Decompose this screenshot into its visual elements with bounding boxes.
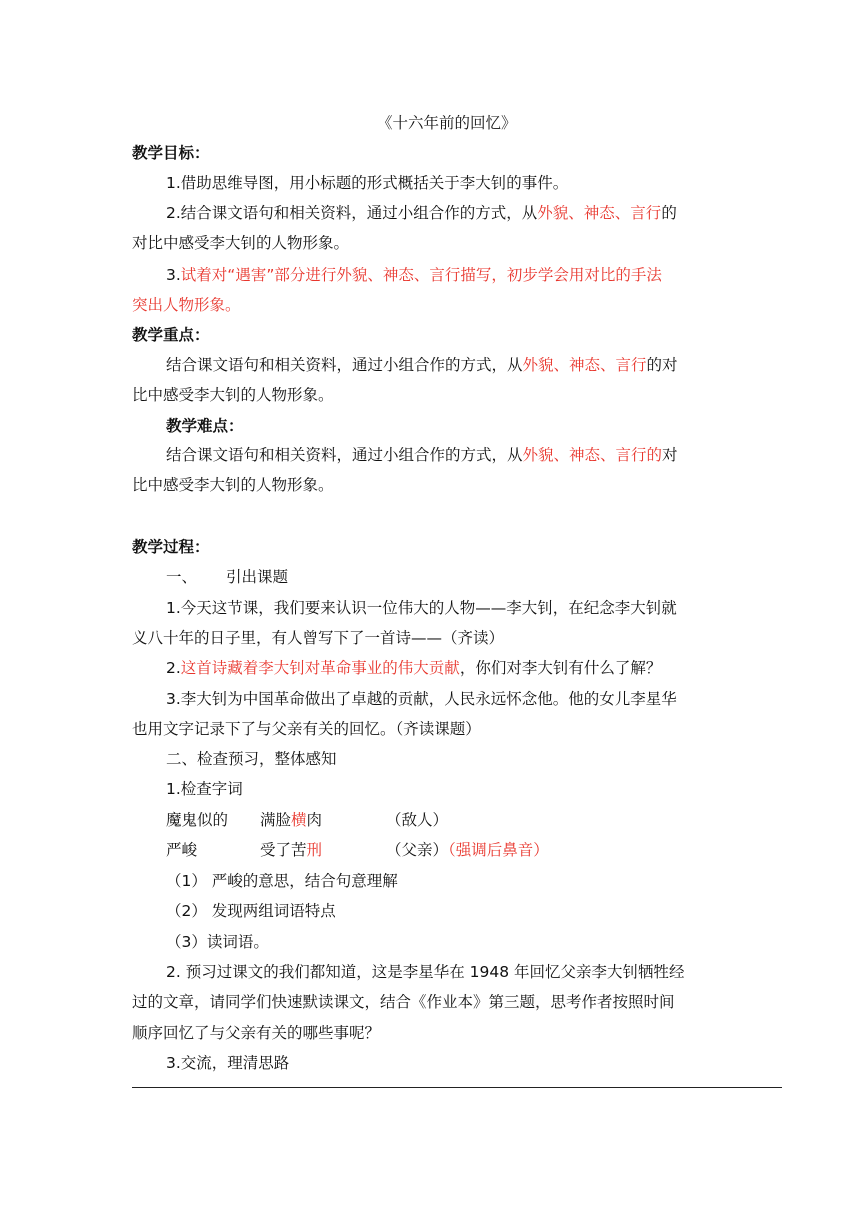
goal-3-number: 3. bbox=[166, 266, 181, 284]
paragraph-2-text: ，你们对李大钊有什么了解？ bbox=[459, 659, 662, 677]
word-5 bbox=[260, 839, 322, 861]
question-1: （1） 严峻的意思，结合句意理解 bbox=[166, 872, 398, 890]
word-group-1-note: （敌人） bbox=[386, 811, 449, 829]
paragraph-2 bbox=[166, 657, 661, 679]
paragraph-4-line-1: 2. 预习过课文的我们都知道，这是李星华在 1948 年回忆父亲李大钊牺牲经 bbox=[166, 963, 685, 981]
goal-2-line-1 bbox=[166, 202, 677, 224]
key-points-heading: 教学重点： bbox=[132, 326, 210, 344]
goal-2-text-end: 的 bbox=[661, 204, 677, 222]
goal-3-highlight: 试着对“遇害”部分进行外貌、神态、言行描写，初步学会用对比的手法 bbox=[180, 266, 662, 284]
difficulty-text: 结合课文语句和相关资料，通过小组合作的方式，从 bbox=[166, 446, 523, 464]
difficulty-heading: 教学难点： bbox=[166, 417, 244, 435]
key-points-line-1 bbox=[166, 354, 678, 376]
word-2-text: 满脸 bbox=[260, 811, 292, 829]
paragraph-3-line-2: 也用文字记录下了与父亲有关的回忆。（齐读课题） bbox=[132, 720, 481, 738]
paragraph-2-highlight: 这首诗藏着李大钊对革命事业的伟大贡献 bbox=[180, 659, 460, 677]
difficulty-line-1 bbox=[166, 444, 678, 466]
word-2-highlight: 横 bbox=[291, 811, 307, 829]
goal-3-line-1 bbox=[166, 264, 662, 286]
check-words-heading: 1.检查字词 bbox=[166, 780, 243, 798]
word-2 bbox=[260, 809, 322, 831]
goal-3-line-2: 突出人物形象。 bbox=[132, 296, 241, 314]
word-5-highlight: 刑 bbox=[306, 841, 323, 859]
key-points-text-end: 的对 bbox=[646, 356, 678, 374]
word-1: 魔鬼似的 bbox=[166, 811, 229, 829]
process-heading: 教学过程： bbox=[132, 538, 210, 556]
section-1-title: 引出课题 bbox=[226, 568, 289, 586]
bottom-rule bbox=[132, 1087, 782, 1088]
paragraph-4-line-3: 顺序回忆了与父亲有关的哪些事呢？ bbox=[132, 1024, 381, 1042]
goal-2-line-2: 对比中感受李大钊的人物形象。 bbox=[132, 234, 350, 252]
paragraph-4-line-2: 过的文章，请同学们快速默读课文，结合《作业本》第三题，思考作者按照时间 bbox=[132, 993, 675, 1011]
key-points-line-2: 比中感受李大钊的人物形象。 bbox=[132, 386, 334, 404]
word-5-text: 受了苦 bbox=[260, 841, 307, 859]
word-group-2-note bbox=[386, 839, 549, 861]
document-title: 《十六年前的回忆》 bbox=[377, 114, 517, 132]
question-2: （2） 发现两组词语特点 bbox=[166, 902, 336, 920]
question-3: （3）读词语。 bbox=[166, 933, 269, 951]
goal-2-highlight: 外貌、神态、言行 bbox=[537, 204, 662, 222]
exchange-heading: 3.交流，理清思路 bbox=[166, 1054, 290, 1072]
difficulty-text-end: 对 bbox=[662, 446, 678, 464]
section-2-title: 二、检查预习，整体感知 bbox=[166, 750, 337, 768]
pronunciation-note: （强调后鼻音） bbox=[448, 841, 549, 859]
goal-1: 1.借助思维导图，用小标题的形式概括关于李大钊的事件。 bbox=[166, 174, 569, 192]
paragraph-1-line-1: 1.今天这节课，我们要来认识一位伟大的人物——李大钊，在纪念李大钊就 bbox=[166, 599, 677, 617]
difficulty-highlight: 外貌、神态、言行的 bbox=[522, 446, 663, 464]
key-points-text: 结合课文语句和相关资料，通过小组合作的方式，从 bbox=[166, 356, 523, 374]
word-4: 严峻 bbox=[166, 841, 198, 859]
key-points-highlight: 外貌、神态、言行 bbox=[522, 356, 647, 374]
paragraph-3-line-1: 3.李大钊为中国革命做出了卓越的贡献，人民永远怀念他。他的女儿李星华 bbox=[166, 690, 677, 708]
paragraph-1-line-2: 义八十年的日子里，有人曾写下了一首诗——（齐读） bbox=[132, 629, 505, 647]
goal-2-text: 2.结合课文语句和相关资料，通过小组合作的方式，从 bbox=[166, 204, 538, 222]
section-1-number: 一、 bbox=[166, 568, 198, 586]
difficulty-line-2: 比中感受李大钊的人物形象。 bbox=[132, 476, 334, 494]
goals-heading: 教学目标： bbox=[132, 144, 210, 162]
word-group-2-label: （父亲） bbox=[386, 841, 449, 859]
paragraph-2-number: 2. bbox=[166, 659, 181, 677]
word-2-text-end: 肉 bbox=[306, 811, 323, 829]
